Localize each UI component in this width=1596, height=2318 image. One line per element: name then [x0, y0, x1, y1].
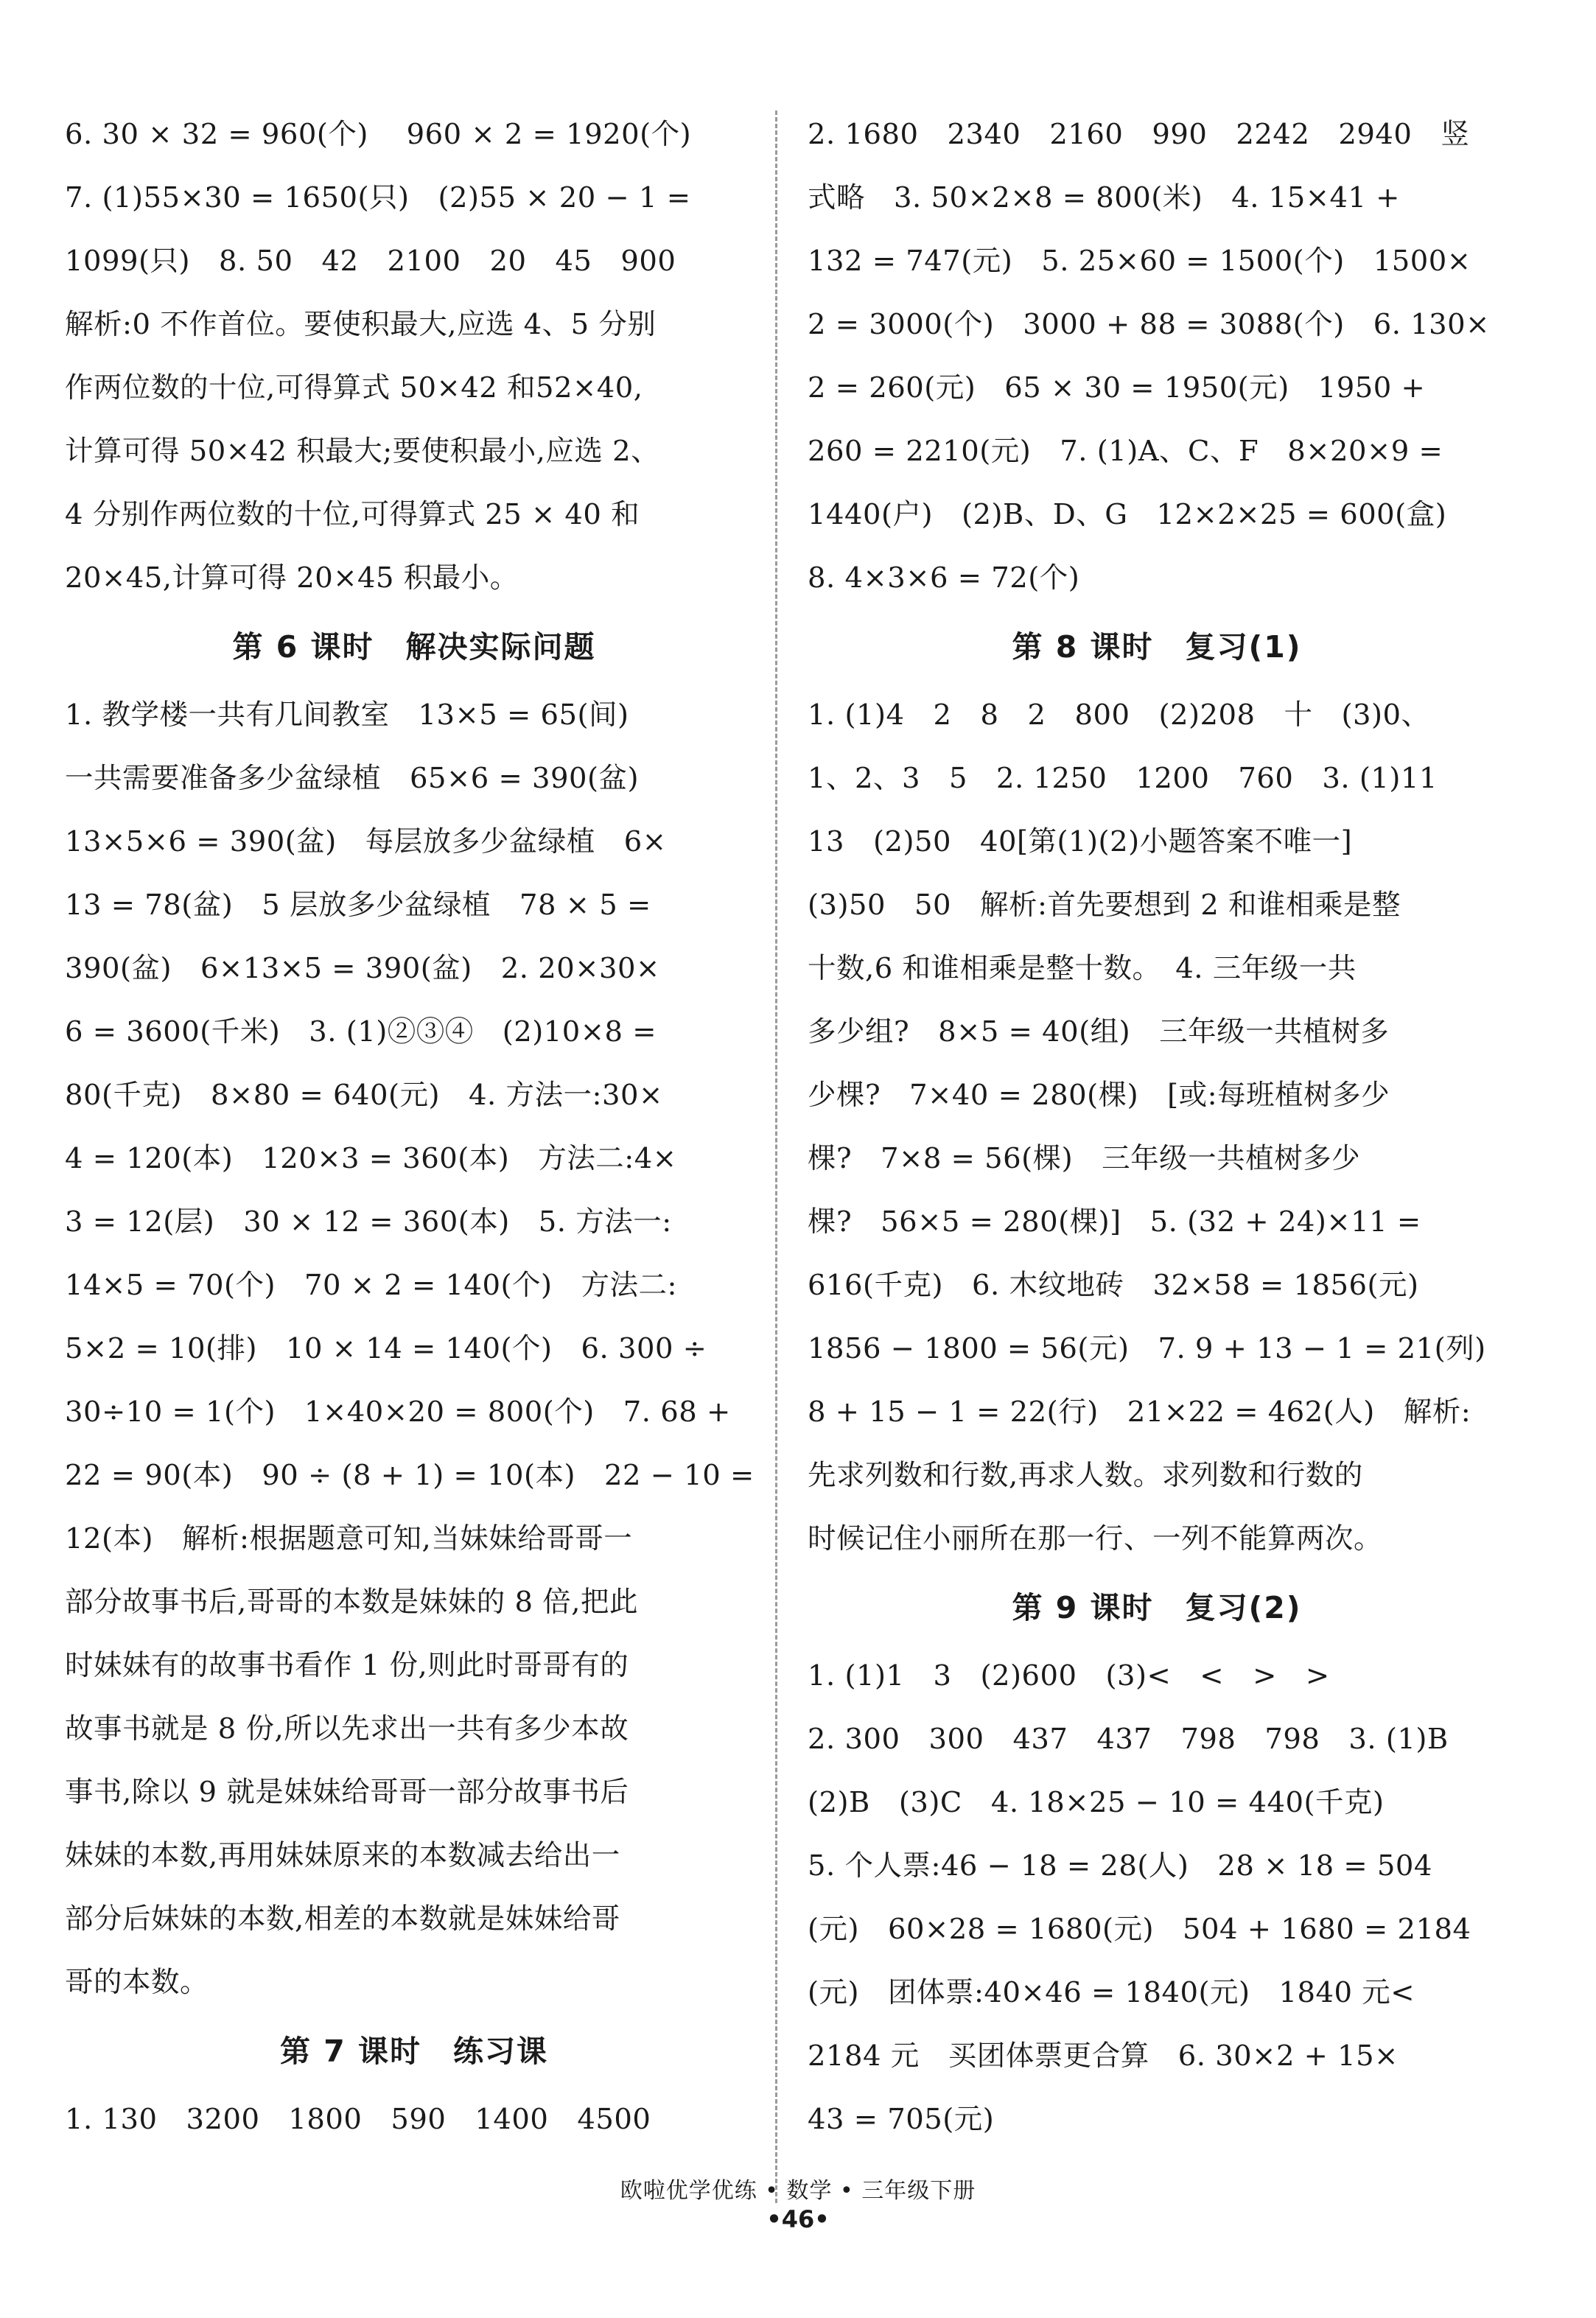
column-divider — [775, 111, 777, 2203]
answer-line: 14×5 = 70(个) 70 × 2 = 140(个) 方法二: — [65, 1269, 677, 1302]
book-series-title: 欧啦优学优练 • 数学 • 三年级下册 — [620, 2178, 976, 2204]
lesson-heading: 第 6 课时 解决实际问题 — [232, 629, 596, 665]
lesson-heading: 第 8 课时 复习(1) — [1012, 629, 1302, 665]
answer-line: 事书,除以 9 就是妹妹给哥哥一部分故事书后 — [65, 1776, 629, 1809]
answer-line: 13 (2)50 40[第(1)(2)小题答案不唯一] — [808, 825, 1353, 858]
answer-line: (2)B (3)C 4. 18×25 − 10 = 440(千克) — [808, 1786, 1385, 1819]
answer-line: 7. (1)55×30 = 1650(只) (2)55 × 20 − 1 = — [65, 181, 691, 214]
answer-line: 2. 1680 2340 2160 990 2242 2940 竖 — [808, 118, 1470, 151]
answer-line: 132 = 747(元) 5. 25×60 = 1500(个) 1500× — [808, 245, 1471, 278]
answer-line: 2. 300 300 437 437 798 798 3. (1)B — [808, 1723, 1449, 1756]
answer-line: 时妹妹有的故事书看作 1 份,则此时哥哥有的 — [65, 1649, 629, 1682]
answer-line: 部分故事书后,哥哥的本数是妹妹的 8 倍,把此 — [65, 1586, 638, 1619]
answer-line: 6. 30 × 32 = 960(个) 960 × 2 = 1920(个) — [65, 118, 692, 151]
answer-line: 8. 4×3×6 = 72(个) — [808, 561, 1080, 595]
left-column — [65, 103, 763, 2151]
answer-line: 20×45,计算可得 20×45 积最小。 — [65, 561, 519, 595]
answer-line: 一共需要准备多少盆绿植 65×6 = 390(盆) — [65, 762, 640, 795]
lesson-heading: 第 9 课时 复习(2) — [1012, 1590, 1302, 1625]
answer-line: 少棵? 7×40 = 280(棵) [或:每班植树多少 — [808, 1079, 1390, 1112]
answer-line: 棵? 56×5 = 280(棵)] 5. (32 + 24)×11 = — [808, 1205, 1421, 1239]
answer-line: 5. 个人票:46 − 18 = 28(人) 28 × 18 = 504 — [808, 1849, 1432, 1883]
answer-line: 22 = 90(本) 90 ÷ (8 + 1) = 10(本) 22 − 10 = — [65, 1459, 755, 1492]
answer-line: 妹妹的本数,再用妹妹原来的本数减去给出一 — [65, 1839, 620, 1872]
answer-line: 43 = 705(元) — [808, 2103, 995, 2136]
answer-line: 260 = 2210(元) 7. (1)A、C、F 8×20×9 = — [808, 435, 1443, 468]
answer-line: 616(千克) 6. 木纹地砖 32×58 = 1856(元) — [808, 1269, 1419, 1302]
answer-line: 先求列数和行数,再求人数。求列数和行数的 — [808, 1459, 1363, 1492]
answer-line: 3 = 12(层) 30 × 12 = 360(本) 5. 方法一: — [65, 1205, 672, 1239]
answer-line: 6 = 3600(千米) 3. (1)②③④ (2)10×8 = — [65, 1015, 657, 1048]
answer-line: 2 = 3000(个) 3000 + 88 = 3088(个) 6. 130× — [808, 308, 1490, 341]
answer-line: 解析:0 不作首位。要使积最大,应选 4、5 分别 — [65, 308, 657, 341]
answer-line: 4 分别作两位数的十位,可得算式 25 × 40 和 — [65, 498, 640, 531]
answer-line: (元) 60×28 = 1680(元) 504 + 1680 = 2184 — [808, 1913, 1471, 1946]
answer-line: 1、2、3 5 2. 1250 1200 760 3. (1)11 — [808, 762, 1438, 795]
answer-line: 30÷10 = 1(个) 1×40×20 = 800(个) 7. 68 + — [65, 1396, 731, 1429]
answer-line: 390(盆) 6×13×5 = 390(盆) 2. 20×30× — [65, 952, 660, 985]
answer-line: 80(千克) 8×80 = 640(元) 4. 方法一:30× — [65, 1079, 663, 1112]
answer-line: 12(本) 解析:根据题意可知,当妹妹给哥哥一 — [65, 1522, 633, 1555]
answer-line: 1. (1)4 2 8 2 800 (2)208 十 (3)0、 — [808, 698, 1430, 732]
answer-line: 1. (1)1 3 (2)600 (3)< < > > — [808, 1659, 1330, 1692]
answer-line: 1440(户) (2)B、D、G 12×2×25 = 600(盒) — [808, 498, 1447, 531]
answer-line: 2184 元 买团体票更合算 6. 30×2 + 15× — [808, 2039, 1399, 2073]
answer-line: 2 = 260(元) 65 × 30 = 1950(元) 1950 + — [808, 371, 1426, 405]
right-column — [808, 103, 1506, 2151]
answer-line: 4 = 120(本) 120×3 = 360(本) 方法二:4× — [65, 1142, 677, 1175]
answer-line: 1099(只) 8. 50 42 2100 20 45 900 — [65, 245, 676, 278]
answer-line: 式略 3. 50×2×8 = 800(米) 4. 15×41 + — [808, 181, 1400, 214]
answer-line: (元) 团体票:40×46 = 1840(元) 1840 元< — [808, 1976, 1415, 2009]
page-number: •46• — [766, 2205, 830, 2233]
answer-line: 13 = 78(盆) 5 层放多少盆绿植 78 × 5 = — [65, 889, 651, 922]
answer-line: 故事书就是 8 份,所以先求出一共有多少本故 — [65, 1712, 629, 1745]
answer-line: 棵? 7×8 = 56(棵) 三年级一共植树多少 — [808, 1142, 1361, 1175]
answer-line: 多少组? 8×5 = 40(组) 三年级一共植树多 — [808, 1015, 1390, 1048]
lesson-heading: 第 7 课时 练习课 — [279, 2034, 549, 2069]
answer-line: 1. 130 3200 1800 590 1400 4500 — [65, 2103, 651, 2136]
answer-line: 作两位数的十位,可得算式 50×42 和52×40, — [65, 371, 643, 405]
answer-line: 13×5×6 = 390(盆) 每层放多少盆绿植 6× — [65, 825, 667, 858]
answer-line: 8 + 15 − 1 = 22(行) 21×22 = 462(人) 解析: — [808, 1396, 1471, 1429]
answer-line: 5×2 = 10(排) 10 × 14 = 140(个) 6. 300 ÷ — [65, 1332, 707, 1365]
answer-line: 部分后妹妹的本数,相差的本数就是妹妹给哥 — [65, 1902, 620, 1936]
answer-line: 1856 − 1800 = 56(元) 7. 9 + 13 − 1 = 21(列) — [808, 1332, 1486, 1365]
answer-line: 时候记住小丽所在那一行、一列不能算两次。 — [808, 1522, 1383, 1555]
answer-line: 哥的本数。 — [65, 1966, 209, 1999]
answer-line: 十数,6 和谁相乘是整十数。 4. 三年级一共 — [808, 952, 1357, 985]
answer-line: 计算可得 50×42 积最大;要使积最小,应选 2、 — [65, 435, 660, 468]
answer-line: 1. 教学楼一共有几间教室 13×5 = 65(间) — [65, 698, 629, 732]
answer-line: (3)50 50 解析:首先要想到 2 和谁相乘是整 — [808, 889, 1401, 922]
